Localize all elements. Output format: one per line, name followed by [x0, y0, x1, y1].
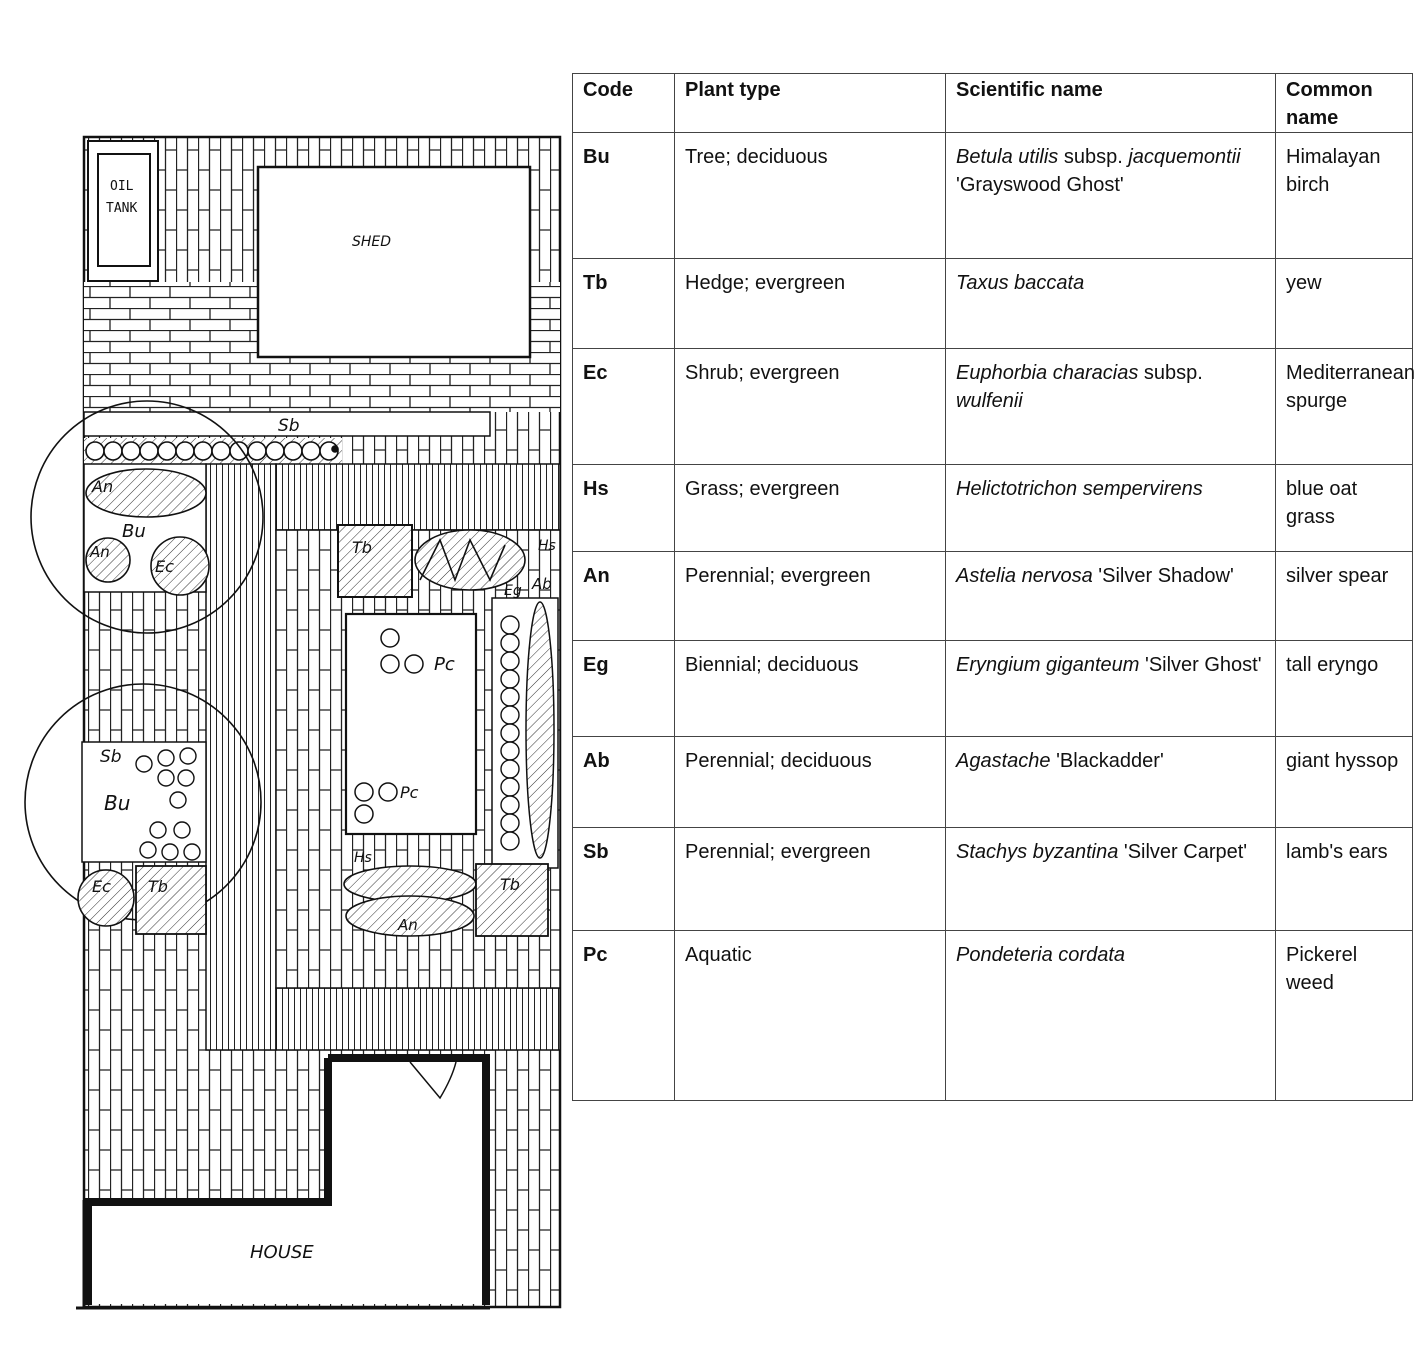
cell-common-name	[1276, 552, 1413, 641]
cell-common-name	[1276, 828, 1413, 931]
table-row	[573, 349, 1413, 465]
hedge-row-top	[84, 438, 342, 464]
cell-code-text: Pc	[583, 944, 608, 966]
cell-scientific-name	[946, 552, 1276, 641]
cell-code-text: Hs	[583, 478, 609, 500]
cell-plant-type-text: Shrub; evergreen	[685, 362, 840, 384]
table-row	[573, 931, 1413, 1101]
cell-code	[573, 465, 675, 552]
cell-common-name-text: Pickerel weed	[1286, 944, 1358, 994]
cell-scientific-name-text: Betula utilis	[956, 146, 1059, 168]
cell-scientific-name-text: 'Silver Carpet'	[1118, 841, 1248, 863]
cell-scientific-name-text: jacquemontii	[1128, 146, 1241, 168]
cell-scientific-name	[946, 641, 1276, 737]
cell-code	[573, 737, 675, 828]
cell-common-name	[1276, 465, 1413, 552]
cell-common-name-text: Himalayan birch	[1286, 146, 1381, 196]
cell-scientific-name	[946, 465, 1276, 552]
cell-scientific-name-text: Euphorbia characias	[956, 362, 1139, 384]
cell-common-name-text: blue oat grass	[1286, 478, 1358, 528]
hs-grass-row	[415, 530, 525, 590]
cell-code-text: Bu	[583, 146, 610, 168]
plant-code-bu-nw: Bu	[122, 521, 146, 542]
table-row	[573, 737, 1413, 828]
cell-common-name	[1276, 931, 1413, 1101]
cell-plant-type-text: Grass; evergreen	[685, 478, 840, 500]
plant-table	[572, 73, 1413, 1101]
cell-plant-type	[675, 465, 946, 552]
cell-plant-type	[675, 931, 946, 1101]
cell-scientific-name	[946, 828, 1276, 931]
cell-plant-type	[675, 641, 946, 737]
table-row	[573, 133, 1413, 259]
table-row	[573, 259, 1413, 349]
table-row	[573, 465, 1413, 552]
plant-code-bu-sw: Bu	[104, 791, 131, 815]
decking	[206, 464, 276, 1050]
cell-code	[573, 552, 675, 641]
ab-plants	[526, 602, 554, 858]
cell-plant-type	[675, 259, 946, 349]
header-scientific-name: Scientific name	[946, 74, 1276, 133]
plant-code-ec-nw: Ec	[155, 557, 174, 576]
oil-tank-label-1: OIL	[110, 179, 134, 194]
cell-common-name	[1276, 259, 1413, 349]
cell-code	[573, 641, 675, 737]
plant-code-tb-sw: Tb	[148, 877, 168, 896]
cell-scientific-name	[946, 737, 1276, 828]
plant-code-tb-center: Tb	[352, 538, 372, 557]
cell-scientific-name-text: Astelia nervosa	[956, 565, 1093, 587]
cell-scientific-name-text: wulfenii	[956, 390, 1023, 412]
plant-code-pc-top: Pc	[434, 654, 455, 675]
plant-code-an-nw: An	[92, 477, 114, 496]
tb-sw-box	[136, 866, 206, 934]
shed	[258, 167, 530, 357]
plant-code-tb-se: Tb	[500, 875, 520, 894]
cell-common-name-text: Mediterranean spurge	[1286, 362, 1415, 412]
cell-common-name	[1276, 641, 1413, 737]
cell-plant-type	[675, 133, 946, 259]
garden-plan	[0, 0, 570, 1372]
cell-scientific-name	[946, 133, 1276, 259]
table-row	[573, 552, 1413, 641]
cell-code-text: Ab	[583, 750, 610, 772]
plant-code-pc-bottom: Pc	[400, 783, 419, 802]
cell-scientific-name-text: 'Blackadder'	[1050, 750, 1164, 772]
cell-common-name-text: lamb's ears	[1286, 841, 1388, 863]
cell-scientific-name-text: 'Grayswood Ghost'	[956, 174, 1124, 196]
cell-scientific-name	[946, 349, 1276, 465]
plant-code-hs-bottom: Hs	[354, 850, 372, 866]
cell-common-name-text: giant hyssop	[1286, 750, 1399, 772]
cell-scientific-name	[946, 259, 1276, 349]
cell-common-name	[1276, 737, 1413, 828]
cell-code	[573, 349, 675, 465]
tb-center-box	[338, 525, 412, 597]
shed-label: SHED	[352, 234, 392, 250]
plant-code-an-bottom: An	[398, 916, 418, 934]
cell-code	[573, 259, 675, 349]
cell-plant-type-text: Aquatic	[685, 944, 752, 966]
cell-scientific-name-text: Stachys byzantina	[956, 841, 1119, 863]
decking-bottom	[276, 988, 560, 1050]
cell-plant-type-text: Perennial; evergreen	[685, 841, 871, 863]
cell-code-text: An	[583, 565, 610, 587]
cell-scientific-name-text: Eryngium giganteum	[956, 654, 1140, 676]
cell-code	[573, 828, 675, 931]
cell-plant-type-text: Perennial; deciduous	[685, 750, 872, 772]
oil-tank-label-2: TANK	[106, 201, 138, 216]
cell-scientific-name-text: Pondeteria cordata	[956, 944, 1126, 966]
decking-top	[276, 464, 560, 530]
cell-plant-type-text: Hedge; evergreen	[685, 272, 846, 294]
table-header-row	[573, 74, 1413, 133]
plant-code-an-nw2: An	[90, 543, 110, 561]
cell-code	[573, 931, 675, 1101]
cell-code-text: Tb	[583, 272, 608, 294]
cell-code	[573, 133, 675, 259]
cell-plant-type	[675, 828, 946, 931]
cell-scientific-name-text: 'Silver Shadow'	[1092, 565, 1234, 587]
plant-code-sb-top: Sb	[278, 416, 300, 436]
table-row	[573, 641, 1413, 737]
header-plant-type: Plant type	[675, 74, 946, 133]
cell-scientific-name-text: Helictotrichon sempervirens	[956, 478, 1203, 500]
cell-common-name	[1276, 349, 1413, 465]
cell-plant-type	[675, 552, 946, 641]
cell-common-name-text: yew	[1286, 272, 1322, 294]
plant-code-ec-sw: Ec	[92, 877, 111, 896]
plant-code-ab: Ab	[532, 575, 552, 593]
cell-plant-type	[675, 737, 946, 828]
cell-plant-type-text: Biennial; deciduous	[685, 654, 859, 676]
header-code: Code	[573, 74, 675, 133]
cell-code-text: Ec	[583, 362, 608, 384]
cell-plant-type-text: Tree; deciduous	[685, 146, 828, 168]
cell-scientific-name-text: Taxus baccata	[956, 272, 1085, 294]
plant-schedule	[572, 73, 1415, 1099]
cell-scientific-name-text: subsp.	[1058, 146, 1129, 168]
cell-scientific-name-text: subsp.	[1138, 362, 1203, 384]
cell-code-text: Sb	[583, 841, 609, 863]
cell-common-name-text: tall eryngo	[1286, 654, 1379, 676]
table-row	[573, 828, 1413, 931]
header-common-name: Common name	[1276, 74, 1413, 133]
plant-code-hs-top: Hs	[538, 538, 556, 554]
house-annex	[332, 1062, 482, 1206]
cell-scientific-name	[946, 931, 1276, 1101]
cell-code-text: Eg	[583, 654, 609, 676]
cell-scientific-name-text: Agastache	[956, 750, 1051, 772]
cell-scientific-name-text: 'Silver Ghost'	[1139, 654, 1262, 676]
cell-common-name-text: silver spear	[1286, 565, 1389, 587]
cell-plant-type-text: Perennial; evergreen	[685, 565, 871, 587]
plant-code-sb-sw: Sb	[100, 747, 122, 767]
cell-plant-type	[675, 349, 946, 465]
plant-code-eg: Eg	[504, 583, 522, 599]
cell-common-name	[1276, 133, 1413, 259]
house-label: HOUSE	[250, 1242, 314, 1263]
